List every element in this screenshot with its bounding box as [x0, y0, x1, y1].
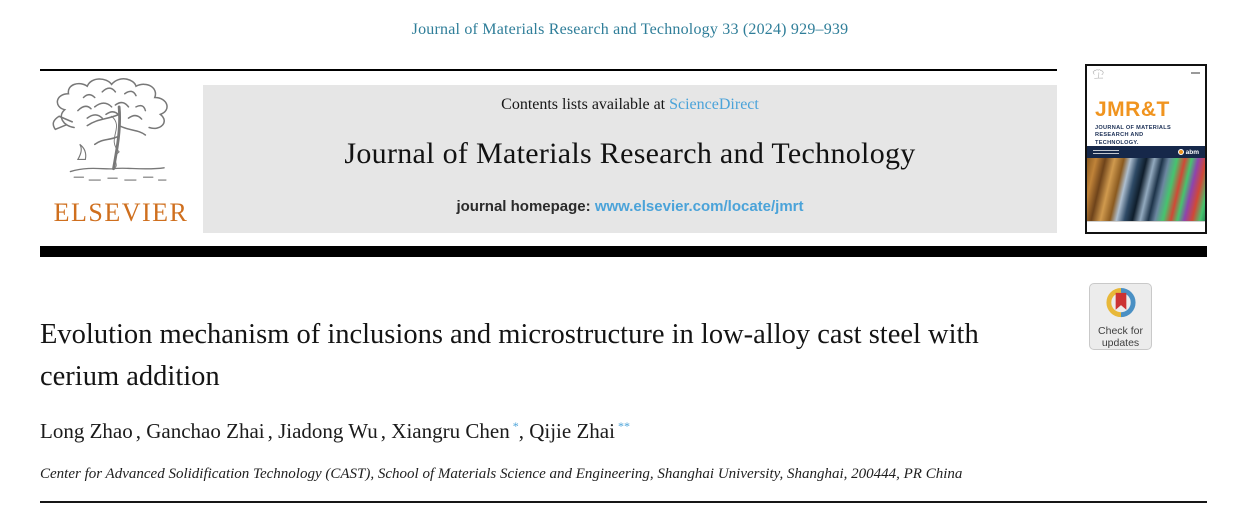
crossmark-icon — [1105, 287, 1137, 320]
cover-footer-strip — [1087, 221, 1205, 232]
cover-elsevier-mini-tree-icon — [1092, 69, 1106, 81]
author — [529, 419, 630, 443]
journal-cover-inner — [1087, 66, 1205, 232]
abm-logo — [1178, 149, 1199, 156]
author-separator: , — [518, 419, 530, 443]
author-name: Xiangru Chen — [391, 419, 510, 443]
masthead-bottom-bar — [40, 246, 1207, 257]
author-separator: , — [135, 419, 147, 443]
contents-line — [203, 85, 1057, 114]
journal-citation-line: Journal of Materials Research and Technology 33 (2024) 929–939 — [411, 21, 849, 38]
cover-acronym: JMR&T — [1095, 98, 1170, 121]
homepage-prefix: journal homepage: — [456, 198, 595, 215]
masthead-top-rule — [40, 69, 1057, 71]
cover-volume-info — [1191, 72, 1200, 74]
elsevier-tree-icon — [46, 74, 196, 196]
author-mark-corresponding[interactable]: * — [512, 419, 519, 433]
author-list — [40, 419, 630, 444]
author-name: Ganchao Zhai — [146, 419, 265, 443]
elsevier-logo[interactable] — [40, 74, 202, 234]
journal-cover-thumbnail[interactable] — [1085, 64, 1207, 234]
check-for-updates-button[interactable] — [1089, 283, 1152, 350]
journal-masthead — [203, 85, 1057, 233]
check-for-updates-line2: updates — [1101, 337, 1140, 350]
author — [146, 419, 278, 443]
cover-band-microtext — [1093, 150, 1119, 154]
author — [391, 419, 529, 443]
section-divider-rule — [40, 501, 1207, 503]
abm-logo-text: abm — [1185, 148, 1199, 156]
author — [278, 419, 391, 443]
check-for-updates-line1: Check for — [1098, 325, 1143, 337]
author-separator: , — [267, 419, 279, 443]
contents-line-prefix: Contents lists available at — [501, 96, 670, 113]
abm-logo-dot-icon — [1178, 149, 1184, 155]
elsevier-wordmark: ELSEVIER — [53, 198, 189, 227]
cover-subtitle: JOURNAL OF MATERIALS RESEARCH AND TECHNOLOGY. — [1095, 125, 1172, 146]
author-mark-corresponding[interactable]: ** — [617, 419, 630, 433]
affiliation-line: Center for Advanced Solidification Technology (CAST), School of Materials Science and Engineering, Shanghai University, Shanghai, 200444, PR China — [40, 466, 963, 482]
author-name: Qijie Zhai — [529, 419, 615, 443]
cover-navy-band — [1087, 146, 1205, 158]
sciencedirect-link[interactable]: ScienceDirect — [669, 96, 759, 113]
author-name: Long Zhao — [40, 419, 133, 443]
author-name: Jiadong Wu — [278, 419, 378, 443]
homepage-url-link[interactable]: www.elsevier.com/locate/jmrt — [594, 198, 804, 215]
author-separator: , — [380, 419, 392, 443]
cover-artwork-image — [1087, 158, 1205, 222]
homepage-line — [203, 198, 1057, 215]
check-for-updates-label — [1090, 325, 1151, 349]
article-title: Evolution mechanism of inclusions and microstructure in low-alloy cast steel with cerium addition — [40, 319, 979, 392]
journal-title: Journal of Materials Research and Technology — [344, 137, 916, 170]
author — [40, 419, 146, 443]
